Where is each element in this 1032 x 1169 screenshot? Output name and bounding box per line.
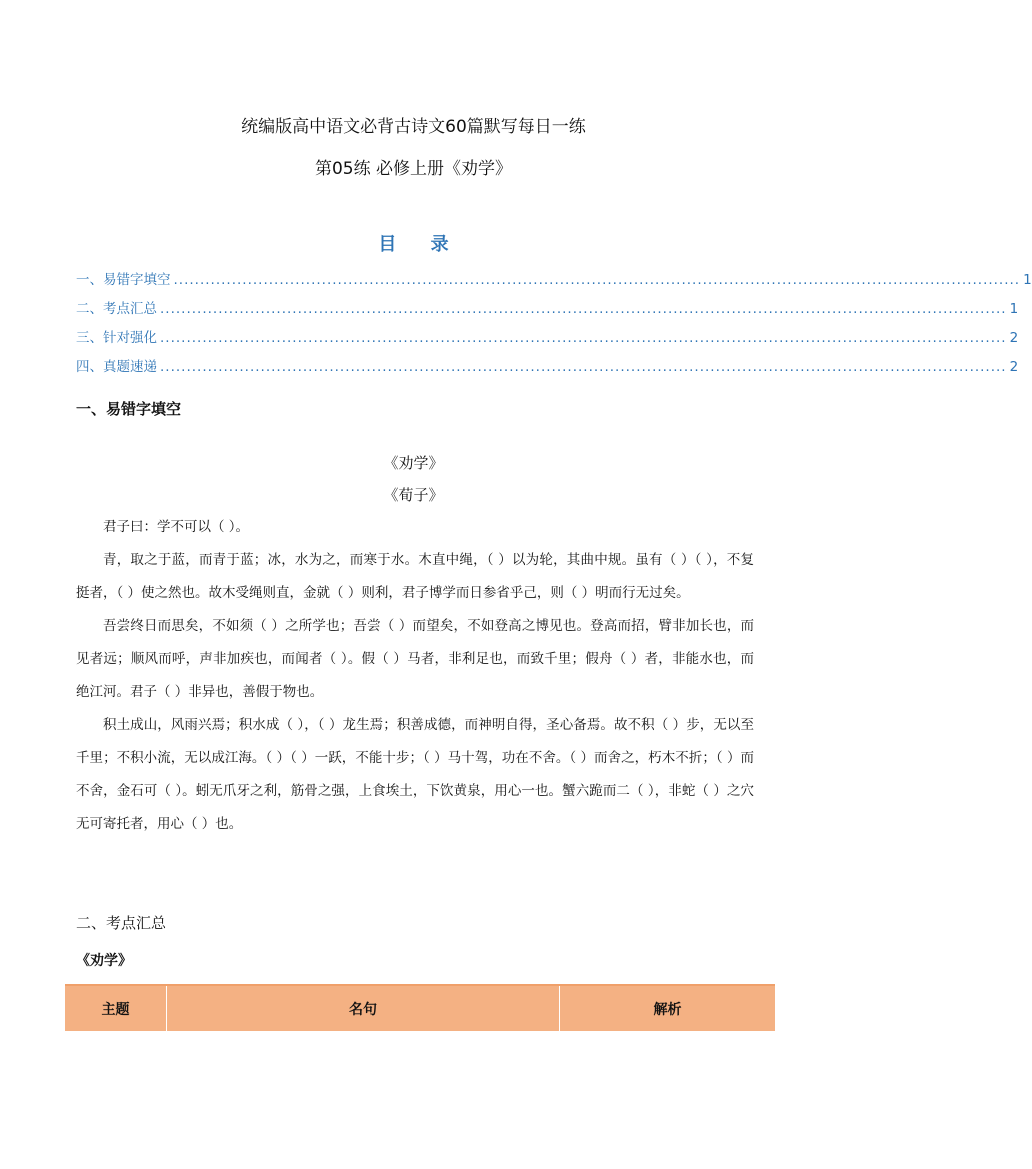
passage-paragraph: 君子曰：学不可以（ ）。 xyxy=(103,519,250,535)
text-author: 《荀子》 xyxy=(383,486,444,504)
toc-item-label: 一、易错字填空 xyxy=(76,272,171,288)
toc-leader: ................................................................................................................................................................ xyxy=(160,301,1007,317)
toc-item-label: 三、针对强化 xyxy=(76,330,157,346)
table-of-contents xyxy=(76,268,1032,384)
toc-item-2[interactable] xyxy=(76,297,1019,326)
toc-leader: ................................................................................................................................................................ xyxy=(160,359,1007,375)
toc-item-label: 四、真题速递 xyxy=(76,359,157,375)
passage-paragraph: 青，取之于蓝，而青于蓝；冰，水为之，而寒于水。木直中绳，（ ）以为轮，其曲中规。虽有（ ）（ ），不复挺者，（ ）使之然也。故木受绳则直，金就（ ）则利，君子博学而日参省乎己，则（ ）明而行无过矣。 xyxy=(76,552,754,601)
summary-table-header xyxy=(65,984,775,1031)
text-title: 《劝学》 xyxy=(383,454,444,472)
document-subtitle: 第05练 必修上册《劝学》 xyxy=(314,159,513,179)
column-header-quote: 名句 xyxy=(167,986,560,1031)
toc-item-3[interactable] xyxy=(76,326,1019,355)
column-header-analysis: 解析 xyxy=(653,1001,682,1018)
toc-item-page: 1 xyxy=(1023,272,1032,288)
section2-heading: 二、考点汇总 xyxy=(76,914,167,932)
section1-heading: 一、易错字填空 xyxy=(76,400,182,418)
toc-item-1[interactable] xyxy=(76,268,1032,297)
toc-heading: 目 录 xyxy=(378,234,463,255)
passage-paragraph: 吾尝终日而思矣，不如须（ ）之所学也；吾尝（ ）而望矣，不如登高之博见也。登高而招，臂非加长也，而见者远；顺风而呼，声非加疾也，而闻者（ ）。假（ ）马者，非利足也，而致千里；假舟（ ）者，非能水也，而绝江河。君子（ ）非异也，善假于物也。 xyxy=(76,618,754,700)
toc-item-page: 2 xyxy=(1009,359,1019,375)
toc-leader: ................................................................................................................................................................ xyxy=(160,330,1007,346)
document-title: 统编版高中语文必背古诗文60篇默写每日一练 xyxy=(241,117,586,137)
passage-paragraph: 积土成山，风雨兴焉；积水成（ ），（ ）龙生焉；积善成德，而神明自得，圣心备焉。故不积（ ）步，无以至千里；不积小流，无以成江海。（ ）（ ）一跃，不能十步；（ ）马十驾，功在不舍。（ ）而舍之，朽木不折；（ ）而不舍，金石可（ ）。蚓无爪牙之利，筋骨之强，上食埃土，下饮黄泉，用心一也。蟹六跪而二（ ），非蛇（ ）之穴无可寄托者，用心（ ）也。 xyxy=(76,717,754,832)
toc-item-label: 二、考点汇总 xyxy=(76,301,157,317)
column-header-topic: 主题 xyxy=(65,986,167,1031)
section2-subheading: 《劝学》 xyxy=(76,953,132,969)
passage xyxy=(76,511,754,841)
toc-item-page: 1 xyxy=(1009,301,1019,317)
toc-item-page: 2 xyxy=(1009,330,1019,346)
toc-leader: ................................................................................................................................................................ xyxy=(173,272,1021,288)
toc-item-4[interactable] xyxy=(76,355,1019,384)
